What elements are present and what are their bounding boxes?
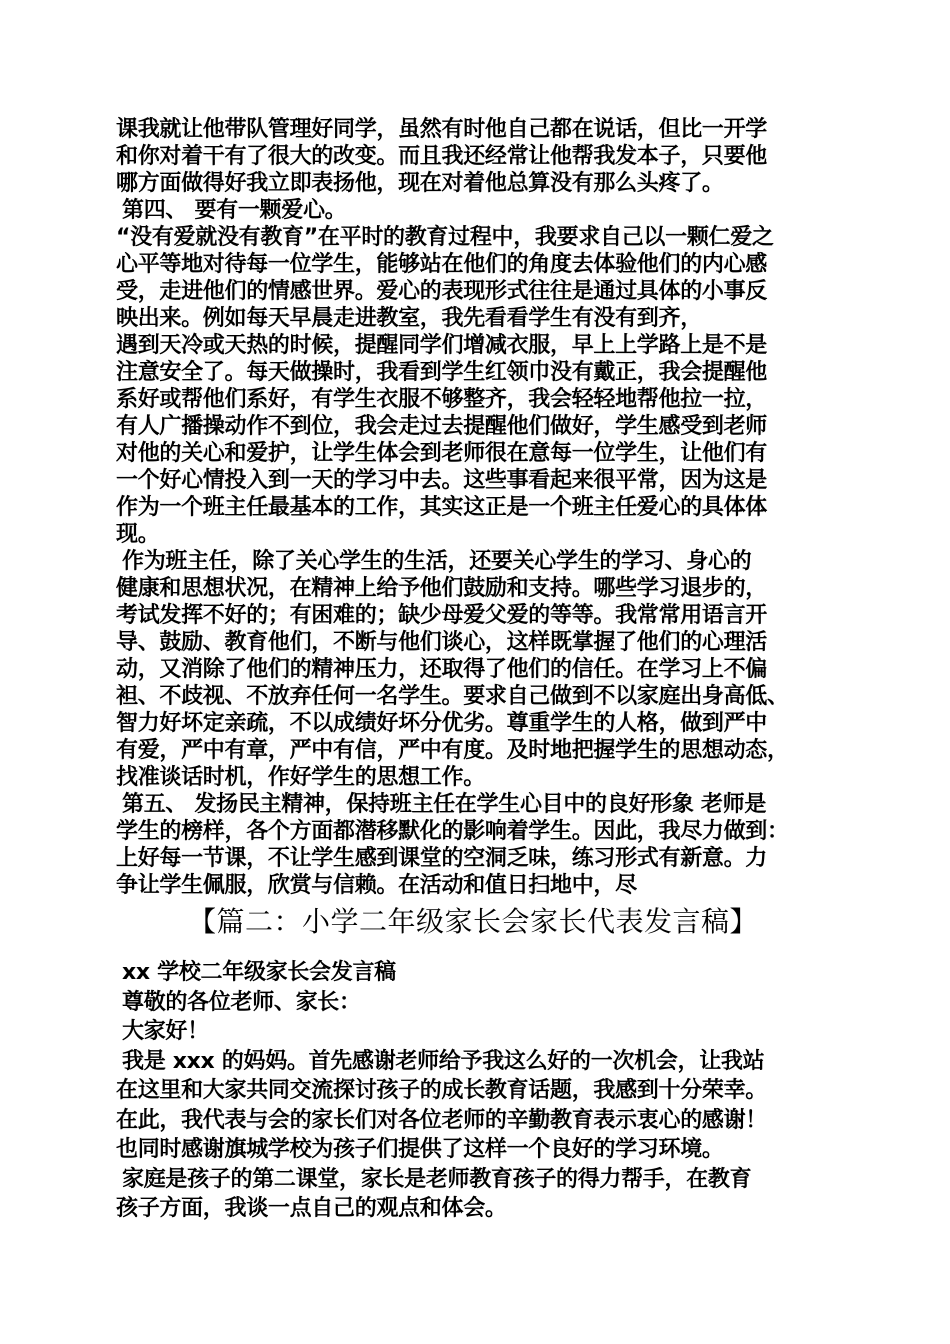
section-two-body bbox=[116, 958, 856, 1224]
text-line: 学生的榜样，各个方面都潜移默化的影响着学生。因此，我尽力做到： bbox=[116, 819, 789, 844]
text-line: 上好每一节课，不让学生感到课堂的空洞乏味，练习形式有新意。力 bbox=[116, 846, 768, 871]
text-line: 心平等地对待每一位学生，能够站在他们的角度去体验他们的内心感 bbox=[116, 252, 768, 277]
text-line: 尊敬的各位老师、家长： bbox=[122, 989, 361, 1015]
text-line: 作为一个班主任最基本的工作，其实这正是一个班主任爱心的具体体 bbox=[116, 495, 768, 520]
text-line: 动，又消除了他们的精神压力，还取得了他们的信任。在学习上不偏 bbox=[116, 657, 768, 682]
text-line: 注意安全了。每天做操时，我看到学生红领巾没有戴正，我会提醒他 bbox=[116, 360, 768, 385]
section-two-heading: 【篇二：小学二年级家长会家长代表发言稿】 bbox=[188, 905, 759, 938]
text-line: xx 学校二年级家长会发言稿 bbox=[122, 960, 396, 985]
text-line: 系好或帮他们系好，有学生衣服不够整齐，我会轻轻地帮他拉一拉， bbox=[116, 387, 768, 412]
text-line: 有人广播操动作不到位，我会走过去提醒他们做好，学生感受到老师 bbox=[116, 414, 768, 439]
text-line: 健康和思想状况，在精神上给予他们鼓励和支持。哪些学习退步的， bbox=[116, 576, 768, 601]
text-line: 现。 bbox=[116, 522, 160, 547]
text-line: 一个好心情投入到一天的学习中去。这些事看起来很平常，因为这是 bbox=[116, 468, 768, 493]
section-one-body bbox=[116, 116, 856, 899]
text-line: 孩子方面，我谈一点自己的观点和体会。 bbox=[116, 1196, 507, 1221]
text-line: 映出来。例如每天早晨走进教室，我先看看学生有没有到齐， bbox=[116, 306, 702, 331]
document-page bbox=[116, 116, 856, 1224]
text-line: 考试发挥不好的；有困难的；缺少母爱父爱的等等。我常常用语言开 bbox=[116, 603, 768, 628]
text-line: 家庭是孩子的第二课堂，家长是老师教育孩子的得力帮手，在教育 bbox=[122, 1166, 752, 1192]
text-line: 我是 xxx 的妈妈。首先感谢老师给予我这么好的一次机会，让我站 bbox=[122, 1048, 765, 1074]
text-line: 和你对着干有了很大的改变。而且我还经常让他帮我发本子，只要他 bbox=[116, 144, 768, 169]
text-line: 哪方面做得好我立即表扬他，现在对着他总算没有那么头疼了。 bbox=[116, 171, 724, 196]
text-line: 课我就让他带队管理好同学，虽然有时他自己都在说话，但比一开学 bbox=[116, 117, 768, 142]
text-line: 大家好！ bbox=[122, 1019, 209, 1044]
text-line: 对他的关心和爱护，让学生体会到老师很在意每一位学生，让他们有 bbox=[116, 441, 768, 466]
text-line: 有爱，严中有章，严中有信，严中有度。及时地把握学生的思想动态， bbox=[116, 738, 789, 763]
text-line: 袒、不歧视、不放弃任何一名学生。要求自己做到不以家庭出身高低、 bbox=[116, 684, 789, 709]
text-line: 在这里和大家共同交流探讨孩子的成长教育话题，我感到十分荣幸。 bbox=[116, 1078, 768, 1103]
text-line: 受，走进他们的情感世界。爱心的表现形式往往是通过具体的小事反 bbox=[116, 279, 768, 304]
text-line: 作为班主任，除了关心学生的生活，还要关心学生的学习、身心的 bbox=[122, 549, 752, 574]
text-line: 在此，我代表与会的家长们对各位老师的辛勤教育表示衷心的感谢！ bbox=[116, 1107, 768, 1133]
text-line: 导、鼓励、教育他们，不断与他们谈心，这样既掌握了他们的心理活 bbox=[116, 630, 768, 655]
text-line: “没有爱就没有教育”在平时的教育过程中，我要求自己以一颗仁爱之 bbox=[116, 225, 774, 250]
text-line: 第五、 发扬民主精神，保持班主任在学生心目中的良好形象 老师是 bbox=[122, 792, 767, 817]
text-line: 也同时感谢旗城学校为孩子们提供了这样一个良好的学习环境。 bbox=[116, 1137, 724, 1162]
text-line: 争让学生佩服，欣赏与信赖。在活动和值日扫地中，尽 bbox=[116, 873, 637, 898]
text-line: 找准谈话时机，作好学生的思想工作。 bbox=[116, 765, 485, 790]
text-line: 第四、 要有一颗爱心。 bbox=[122, 198, 347, 223]
text-line: 遇到天冷或天热的时候，提醒同学们增减衣服，早上上学路上是不是 bbox=[116, 333, 768, 358]
text-line: 智力好坏定亲疏，不以成绩好坏分优劣。尊重学生的人格，做到严中 bbox=[116, 711, 768, 736]
